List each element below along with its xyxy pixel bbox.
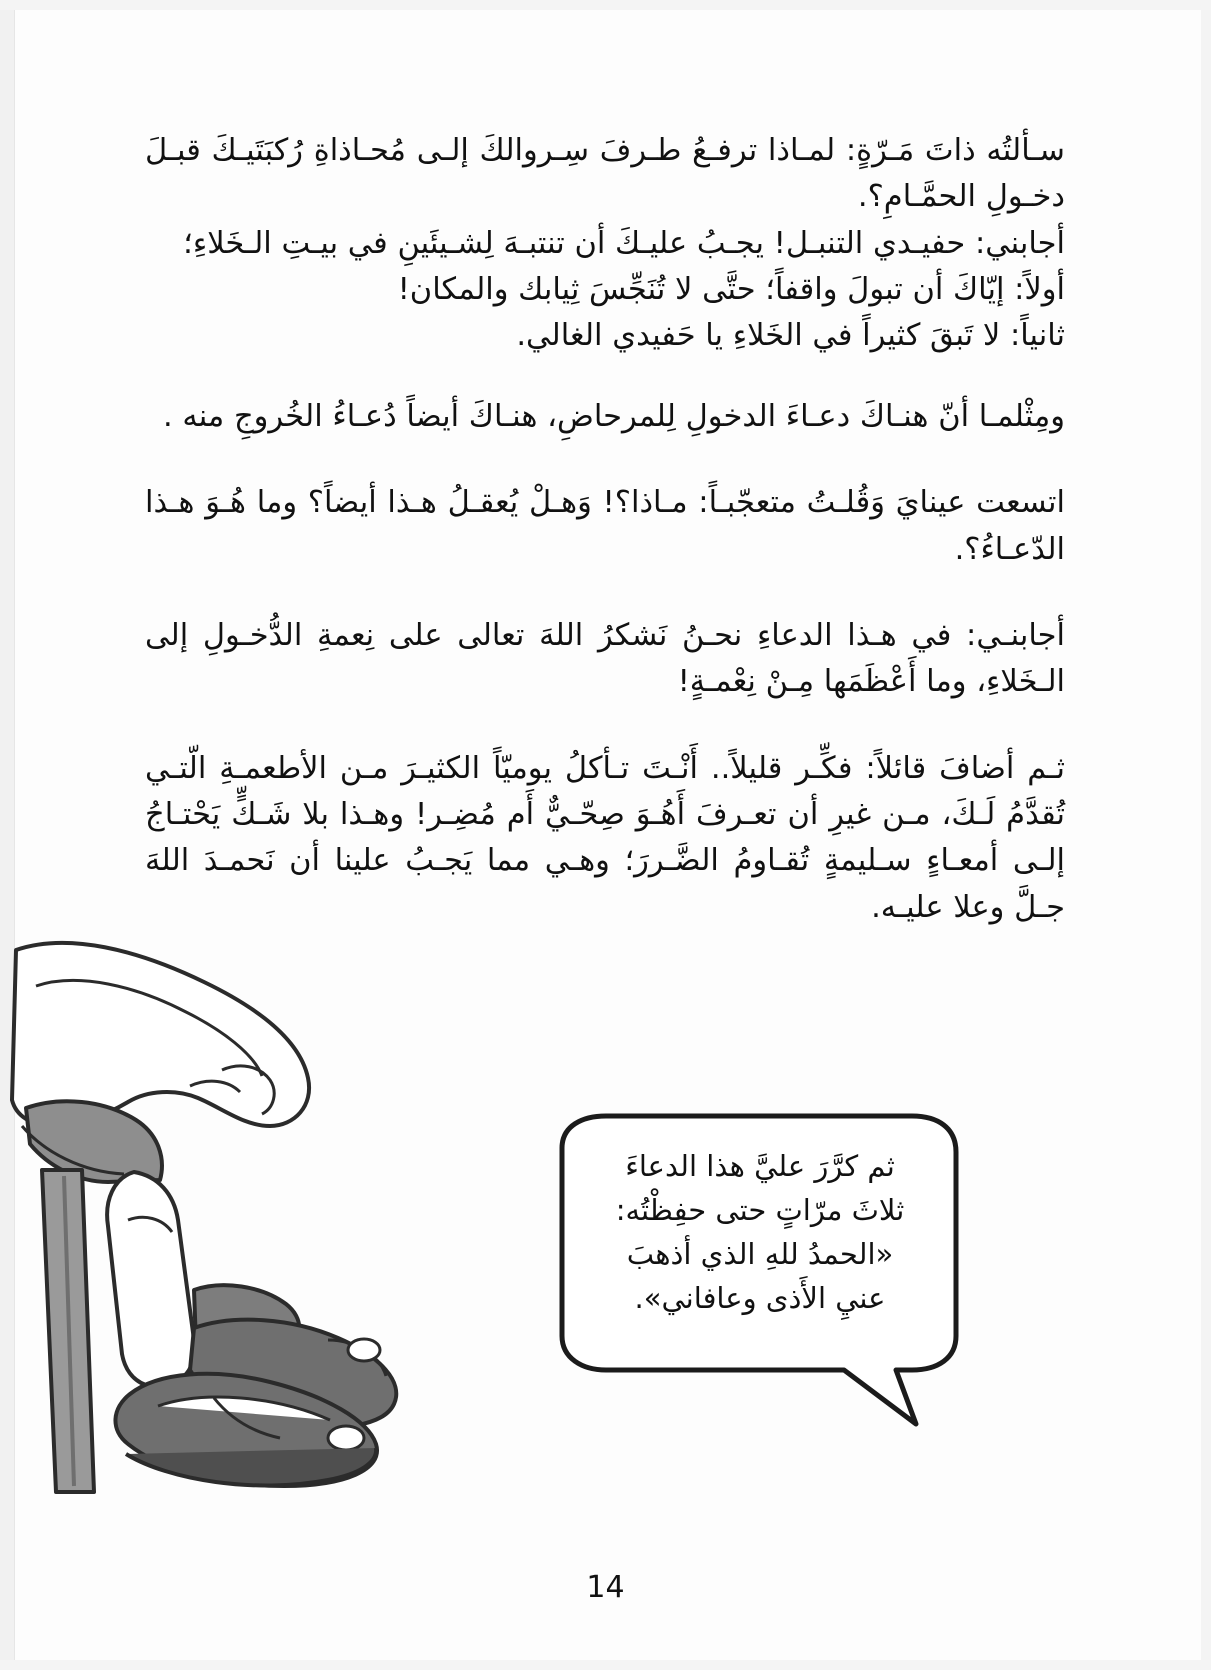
paragraph-4: ثانياً: لا تَبقَ كثيراً في الخَلاءِ يا حَفيدي الغالي.	[516, 318, 1065, 354]
paragraph-1: سـألتُه ذاتَ مَـرّةٍ: لمـاذا ترفـعُ طـرفَ سِـروالكَ إلـى مُحـاذاةِ رُكبَتَيـكَ قبـلَ دخـولِ الحمَّـامِ؟.	[145, 133, 1065, 215]
paragraph-6: اتسعت عينايَ وَقُلـتُ متعجّبـاً: مـاذا؟! وَهـلْ يُعقـلُ هـذا أيضاً؟ وما هُـوَ هـذا الدّعـاءُ؟.	[145, 485, 1065, 567]
paragraph-2: أجابني: حفيـدي التنبـل! يجـبُ عليـكَ أن تنتبـهَ لِشـيئَينِ في بيـتِ الـخَلاءِ؛	[183, 225, 1065, 261]
paragraph-gap-1	[145, 360, 1065, 394]
paragraph-5: ومِثْلمـا أنّ هنـاكَ دعـاءَ الدخولِ لِلمرحاضِ، هنـاكَ أيضاً دُعـاءُ الخُروجِ منه .	[162, 398, 1065, 434]
page-number: 14	[586, 1570, 625, 1605]
page-edge-right	[1201, 0, 1211, 1670]
balloon-line-4: عنيِ الأَذى وعافاني».	[634, 1281, 886, 1316]
paragraph-3: أولاً: إيّاكَ أن تبولَ واقفاً؛ حتَّى لا تُنَجِّسَ ثِيابك والمكان!	[397, 272, 1065, 308]
balloon-text	[574, 1144, 946, 1320]
speech-balloon	[544, 1108, 974, 1438]
illustration-person-in-sandals	[8, 920, 478, 1540]
body-text-column	[145, 128, 1065, 931]
balloon-line-2: ثلاثَ مرّاتٍ حتى حفِظْتُه:	[615, 1193, 905, 1228]
page-edge-top	[0, 0, 1211, 10]
balloon-line-3: «الحمدُ للهِ الذي أذهبَ	[626, 1237, 894, 1272]
paragraph-gap-4	[145, 706, 1065, 746]
page-edge-bottom	[0, 1660, 1211, 1670]
paragraph-gap-3	[145, 573, 1065, 613]
paragraph-7: أجابنـي: في هـذا الدعاءِ نحـنُ نَشكرُ اللهَ تعالى على نِعمةِ الدُّخـولِ إلى الـخَلاءِ، وما أَعْظَمَها مِـنْ نِعْمـةٍ!	[145, 617, 1065, 700]
paragraph-8: ثـم أضافَ قائلاً: فكِّـر قليلاً.. أَنْـتَ تـأكلُ يوميّاً الكثيـرَ مـن الأطعمـةِ الّتـي تُقدَّمُ لَـكَ، مـن غيرِ أن تعـرفَ أَهُـوَ صِحّـيٌّ أَم مُضِـر! وهـذا بلا شَـكٍّ يَحْتـاجُ إلـى أمعـاءٍ سـليمةٍ تُقـاومُ الضَّـررَ؛ وهـي مما يَجـبُ علينا أن نَحمـدَ اللهَ جـلَّ وعلا عليـه.	[145, 750, 1065, 925]
paragraph-gap-2	[145, 440, 1065, 480]
balloon-line-1: ثم كرَّرَ عليَّ هذا الدعاءَ	[625, 1149, 895, 1183]
